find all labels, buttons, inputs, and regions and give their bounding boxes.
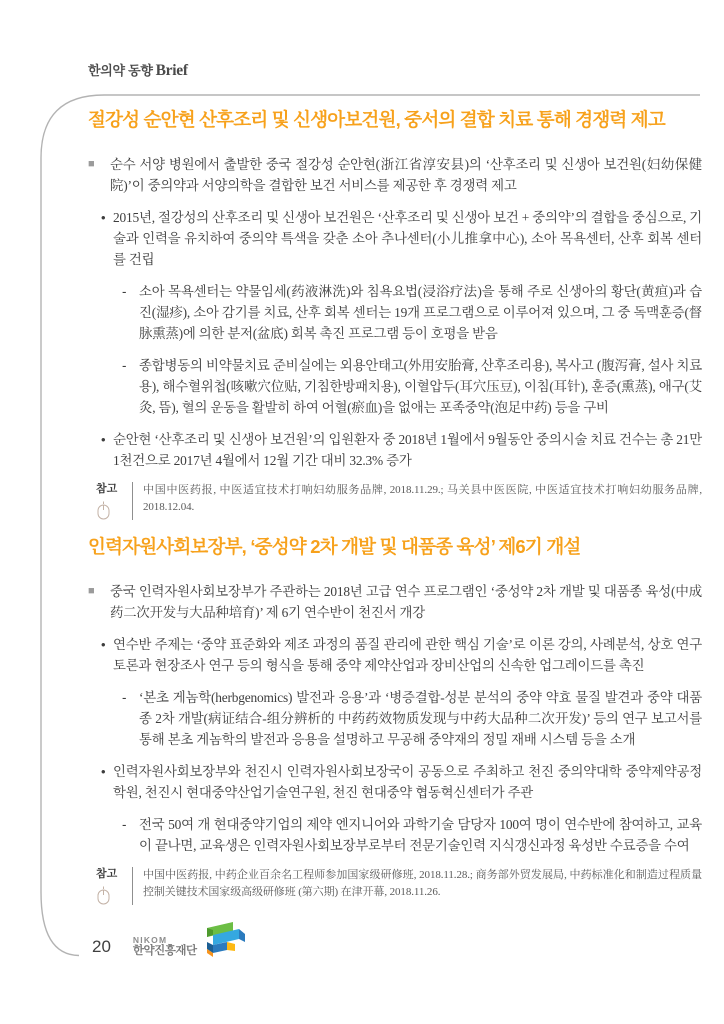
reference-text: 中国中医药报, 中医适宜技术打响妇幼服务品牌, 2018.11.29.; 马关县中医医院, 中医适宜技术打响妇幼服务品牌, 2018.12.04. <box>132 482 702 520</box>
sub-bullet-text: 종합병동의 비약물치료 준비실에는 외용안태고(外用安胎膏, 산후조리용), 복사고 (腹泻膏, 설사 치료용), 해수혈위첩(咳嗽穴位贴, 기침한방패치용), 이혈압두(耳穴压豆), 이침(耳针), 훈증(熏蒸), 애구(艾灸, 뜸), 혈의 운동을 활발히 하여 어혈(瘀血)을 없애는 포족중약(泡足中药) 등을 구비 <box>139 358 702 415</box>
dot-bullet: • <box>101 764 106 779</box>
mouse-icon <box>97 886 110 905</box>
sub-bullet-text: 소아 목욕센터는 약물임세(药液淋洗)와 침욕요법(浸浴疗法)을 통해 주로 신생아의 황단(黄疸)과 습진(湿疹), 소아 감기를 치료, 산후 회복 센터는 19개 프로그램으로 이루어져 있으며, 그 중 독맥훈증(督脉熏蒸)에 의한 분저(盆底) 회복 촉진 프로그램 등이 호평을 받음 <box>139 284 702 341</box>
dot-bullet: • <box>101 637 106 652</box>
paragraph-block <box>88 154 702 196</box>
sub-bullet-block <box>122 281 702 344</box>
dash-bullet: - <box>122 284 127 299</box>
header-title-ko: 한의약 동향 <box>88 63 153 78</box>
section-2-title: 인력자원사회보장부, ‘중성약 2차 개발 및 대품종 육성’ 제6기 개설 <box>88 536 581 557</box>
bullet-block <box>101 207 702 270</box>
reference-label-column <box>96 482 132 520</box>
sub-bullet-block <box>122 687 702 750</box>
dash-bullet: - <box>122 358 127 373</box>
square-bullet: ■ <box>88 158 95 170</box>
sub-bullet-block <box>122 814 702 856</box>
sub-bullet-block <box>122 355 702 418</box>
bullet-text: 인력자원사회보장부와 천진시 인력자원사회보장국이 공동으로 주최하고 천진 중의약대학 중약제약공정학원, 천진시 현대중약산업기술연구원, 천진 현대중약 협동혁신센터가 주관 <box>113 764 702 800</box>
header-title-en: Brief <box>155 62 188 79</box>
logo-org-name: 한약진흥재단 <box>132 945 197 958</box>
reference-note <box>96 482 702 520</box>
bullet-block <box>101 761 702 803</box>
dash-bullet: - <box>122 817 127 832</box>
sub-bullet-text: ‘본초 게놈학(herbgenomics) 발전과 응용’과 ‘병증결합-성분 분석의 중약 약효 물질 발견과 중약 대품종 2차 개발(病证结合-组分辨析的 中药药效物质发现与中药大品种二次开发)’ 등의 연구 보고서를 통해 본초 게놈학의 발전과 응용을 설명하고 무공해 중약재의 정밀 재배 시스템 등을 소개 <box>139 690 702 747</box>
nikom-logo-text <box>133 936 197 958</box>
sub-bullet-text: 전국 50여 개 현대중약기업의 제약 엔지니어와 과학기술 담당자 100여 명이 연수반에 참여하고, 교육이 끝나면, 교육생은 인력자원사회보장부로부터 전문기술인력 지식갱신과정 육성반 수료증을 수여 <box>139 817 702 853</box>
reference-label: 참고 <box>96 868 118 880</box>
section-1-title: 절강성 순안현 산후조리 및 신생아보건원, 중서의 결합 치료 통해 경쟁력 제고 <box>88 109 665 130</box>
bullet-text: 2015년, 절강성의 산후조리 및 신생아 보건원은 ‘산후조리 및 신생아 보건 + 중의약’의 결합을 중심으로, 기술과 인력을 유치하여 중의약 특색을 갖춘 소아 추나센터(小儿推拿中心), 소아 목욕센터, 산후 회복 센터를 건립 <box>113 210 702 267</box>
paragraph-text: 중국 인력자원사회보장부가 주관하는 2018년 고급 연수 프로그램인 ‘중성약 2차 개발 및 대품종 육성(中成药二次开发与大品种培育)’ 제 6기 연수반이 천진서 개강 <box>110 584 702 620</box>
mouse-icon <box>97 501 110 520</box>
logo-acronym: NIKOM <box>132 935 168 945</box>
nikom-logo-icon <box>199 922 247 958</box>
paragraph-text: 순수 서양 병원에서 출발한 중국 절강성 순안현(浙江省淳安县)의 ‘산후조리 및 신생아 보건원(妇幼保健院)’이 중의약과 서양의학을 결합한 보건 서비스를 제공한 후 경쟁력 제고 <box>110 157 702 193</box>
dash-bullet: - <box>122 690 127 705</box>
page-footer <box>92 936 247 958</box>
reference-note <box>96 867 702 905</box>
paragraph-block <box>88 581 702 623</box>
bullet-block <box>101 634 702 676</box>
reference-label: 참고 <box>96 483 118 495</box>
document-header <box>88 60 188 80</box>
reference-text: 中国中医药报, 中药企业百余名工程师参加国家级研修班, 2018.11.28.; 商务部外贸发展局, 中药标准化和制造过程质量控制关键技术国家级高级研修班 (第六期) 在津开幕, 2018.11.26. <box>132 867 702 905</box>
square-bullet: ■ <box>88 585 95 597</box>
reference-label-column <box>96 867 132 905</box>
page-number: 20 <box>92 937 111 956</box>
bullet-block <box>101 429 702 471</box>
dot-bullet: • <box>101 210 106 225</box>
content-area <box>88 108 702 920</box>
nikom-logo <box>133 936 247 958</box>
bullet-text: 순안현 ‘산후조리 및 신생아 보건원’의 입원환자 중 2018년 1월에서 9월동안 중의시술 치료 건수는 총 21만 1천건으로 2017년 4월에서 12월 기간 대비 32.3% 증가 <box>113 432 702 468</box>
bullet-text: 연수반 주제는 ‘중약 표준화와 제조 과정의 품질 관리에 관한 핵심 기술’로 이론 강의, 사례분석, 상호 연구 토론과 현장조사 연구 등의 형식을 통해 중약 제약산업과 장비산업의 신속한 업그레이드를 촉진 <box>113 637 702 673</box>
dot-bullet: • <box>101 432 106 447</box>
